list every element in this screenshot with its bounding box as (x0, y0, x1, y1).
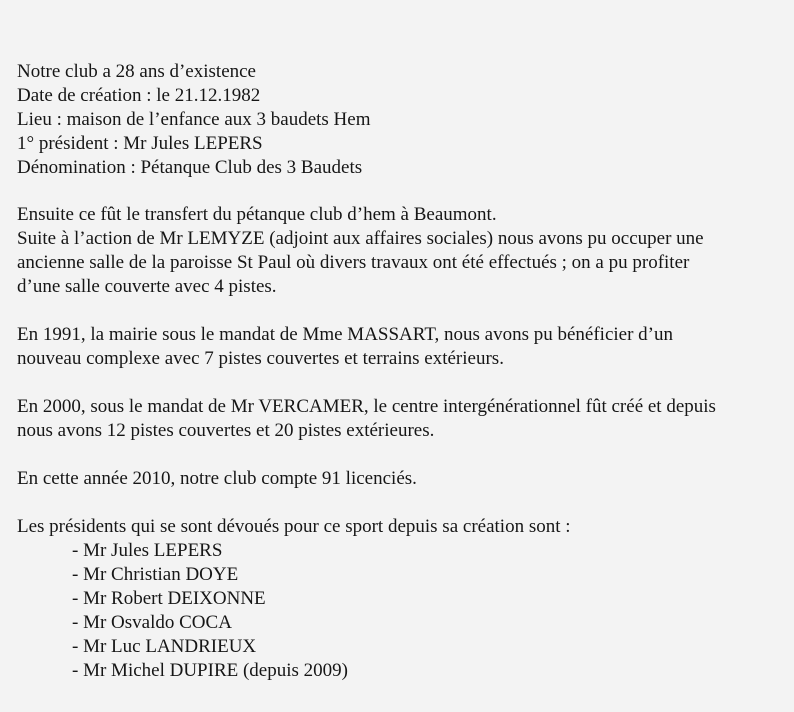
club-name-line: Dénomination : Pétanque Club des 3 Baudets (17, 157, 363, 178)
transfer-paragraph (17, 203, 792, 299)
club-age-line: Notre club a 28 ans d’existence (17, 61, 256, 82)
members-count-line: En cette année 2010, notre club compte 91 licenciés. (17, 468, 417, 489)
president-item: - Mr Robert DEIXONNE (72, 587, 792, 611)
paragraph-line: nouveau complexe avec 7 pistes couvertes et terrains extérieurs. (17, 348, 504, 369)
club-facts (17, 60, 792, 180)
paragraph-line: Ensuite ce fût le transfert du pétanque club d’hem à Beaumont. (17, 204, 497, 225)
president-item: - Mr Osvaldo COCA (72, 611, 792, 635)
paragraph-line: nous avons 12 pistes couvertes et 20 pistes extérieures. (17, 420, 435, 441)
presidents-section (17, 515, 792, 683)
presidents-intro: Les présidents qui se sont dévoués pour ce sport depuis sa création sont : (17, 516, 571, 537)
paragraph-2010 (17, 467, 792, 491)
paragraph-line: En 2000, sous le mandat de Mr VERCAMER, le centre intergénérationnel fût créé et depuis (17, 396, 716, 417)
president-item: - Mr Michel DUPIRE (depuis 2009) (72, 659, 792, 683)
paragraph-line: d’une salle couverte avec 4 pistes. (17, 276, 277, 297)
president-item: - Mr Luc LANDRIEUX (72, 635, 792, 659)
presidents-list (17, 539, 792, 683)
paragraph-line: Suite à l’action de Mr LEMYZE (adjoint aux affaires sociales) nous avons pu occuper une (17, 228, 704, 249)
creation-date-line: Date de création : le 21.12.1982 (17, 85, 261, 106)
paragraph-2000 (17, 395, 792, 443)
president-item: - Mr Christian DOYE (72, 563, 792, 587)
location-line: Lieu : maison de l’enfance aux 3 baudets Hem (17, 109, 371, 130)
president-item: - Mr Jules LEPERS (72, 539, 792, 563)
paragraph-1991 (17, 323, 792, 371)
paragraph-line: ancienne salle de la paroisse St Paul où divers travaux ont été effectués ; on a pu profiter (17, 252, 690, 273)
first-president-line: 1° président : Mr Jules LEPERS (17, 133, 263, 154)
paragraph-line: En 1991, la mairie sous le mandat de Mme MASSART, nous avons pu bénéficier d’un (17, 324, 674, 345)
